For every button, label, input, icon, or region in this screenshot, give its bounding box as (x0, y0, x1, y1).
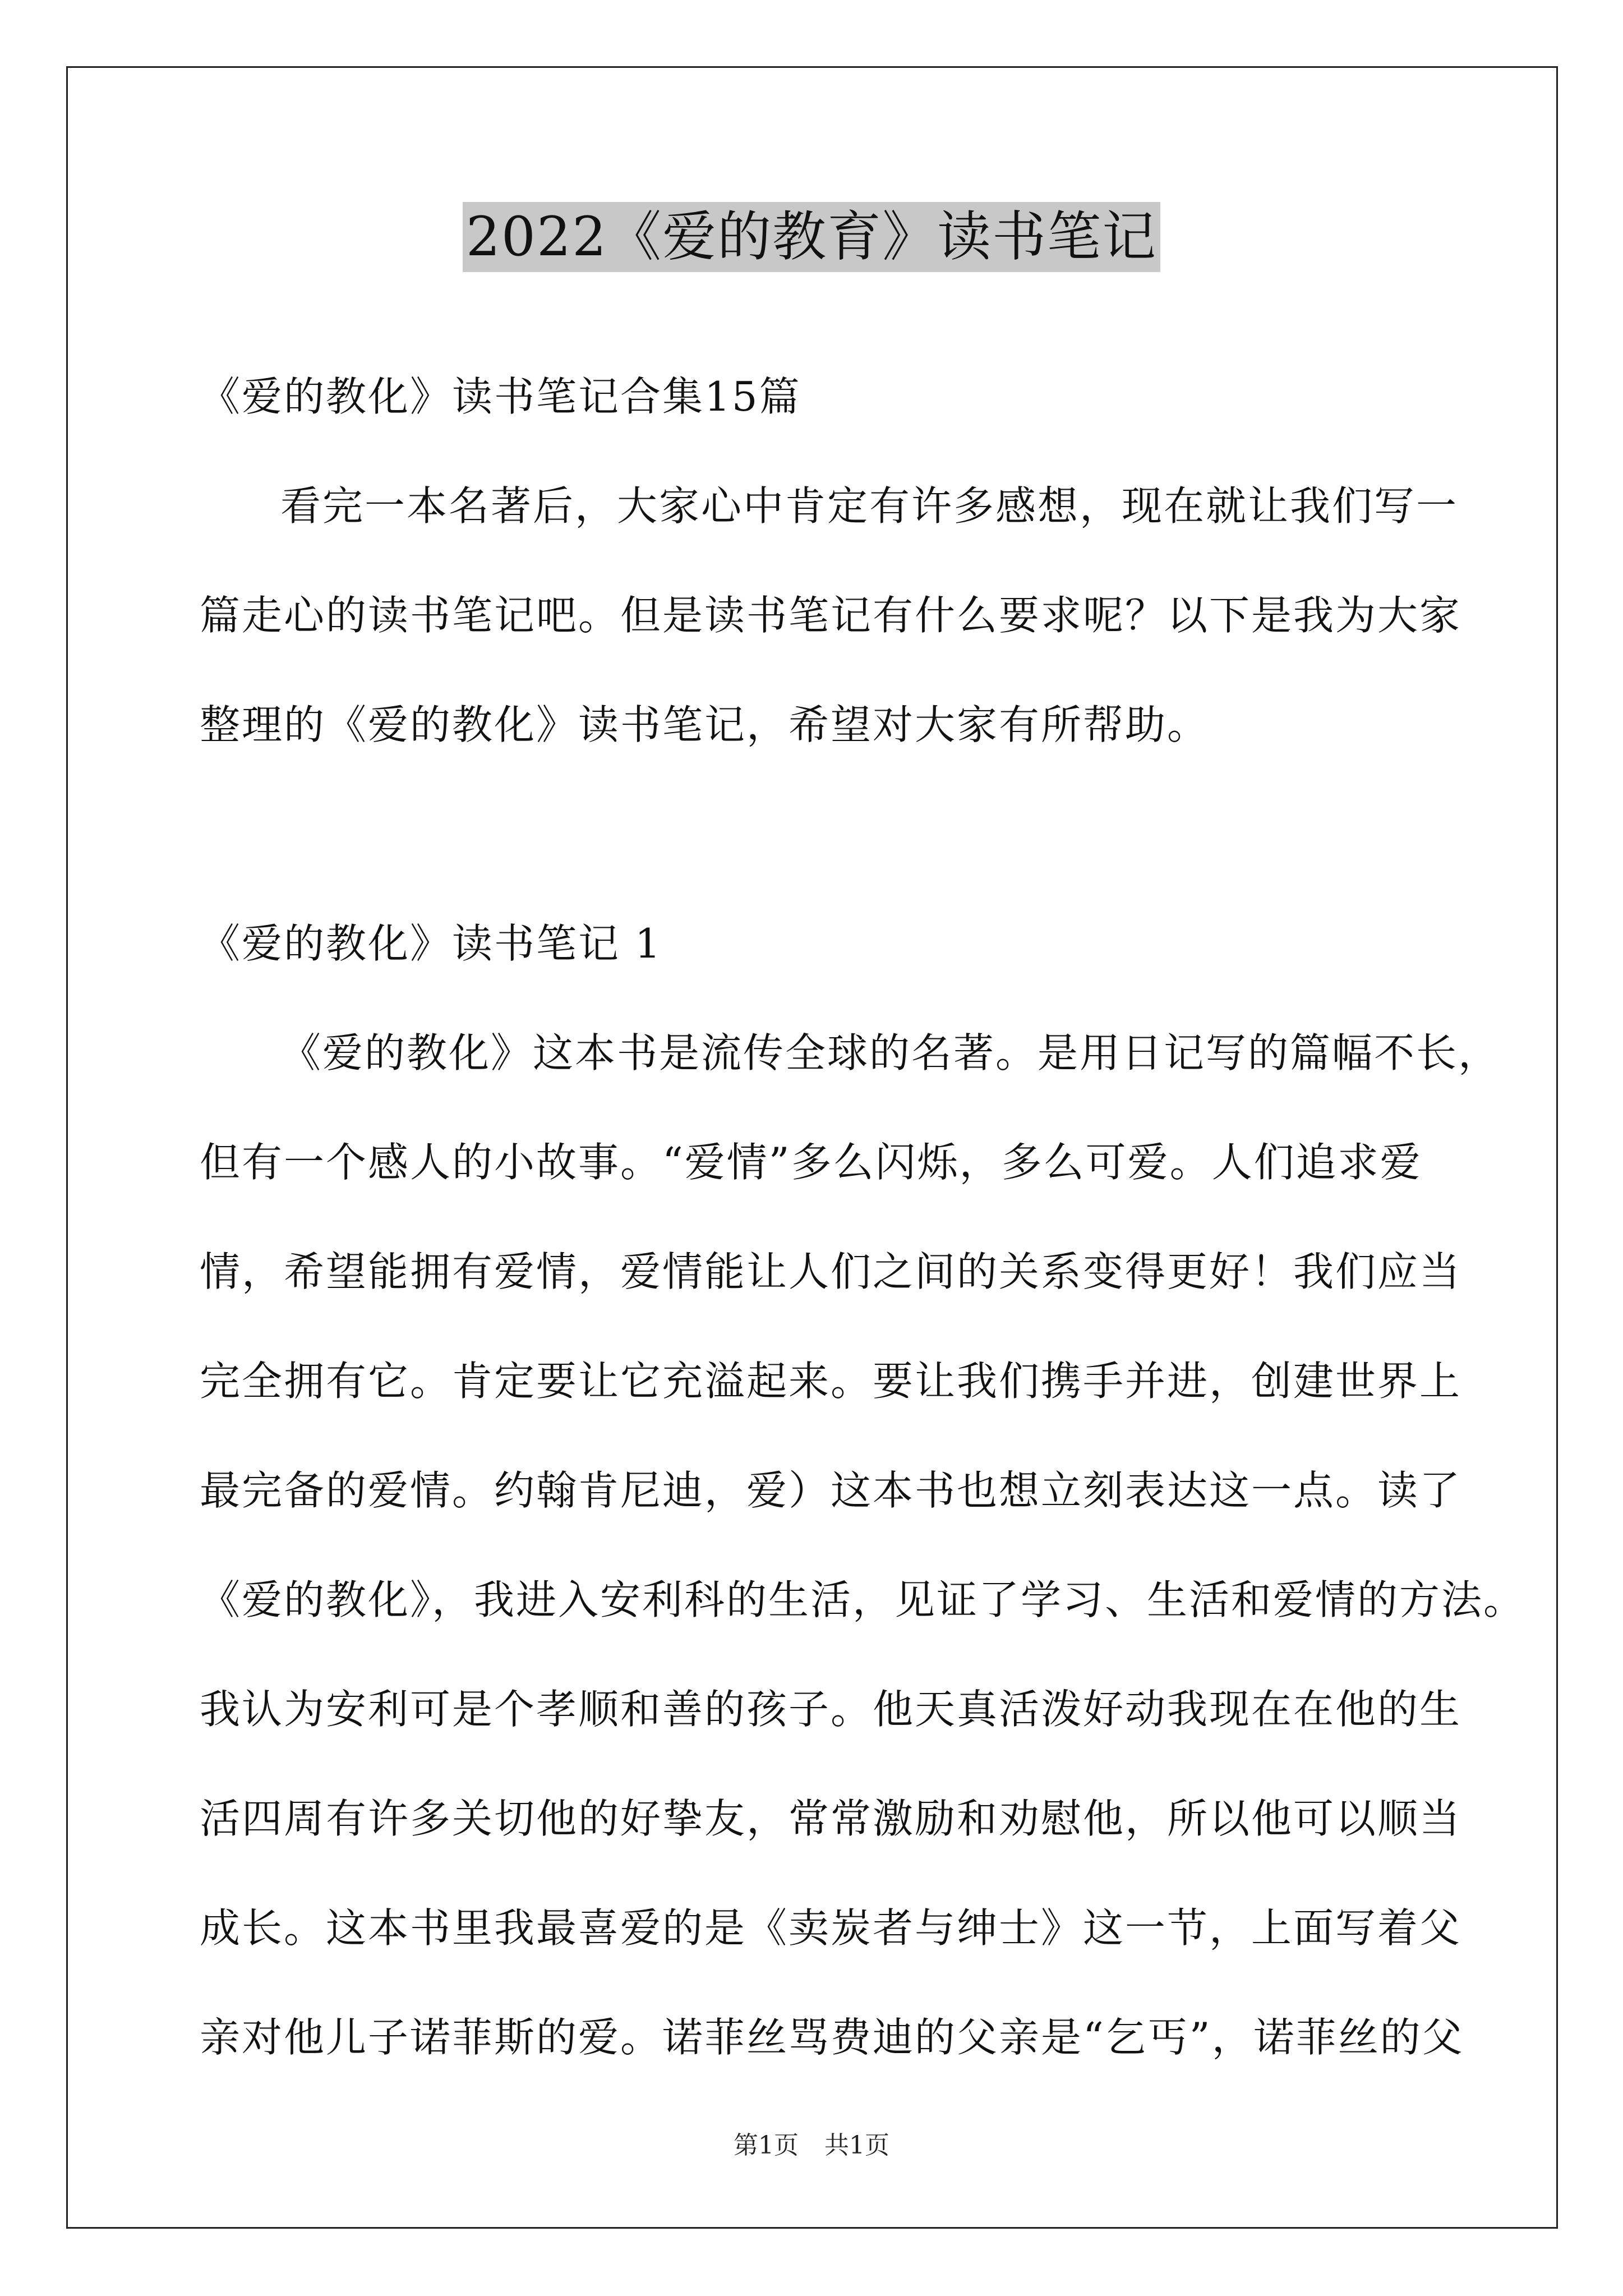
paragraph-gap (200, 780, 1439, 889)
document-body (200, 342, 1526, 2092)
page-number-current: 第1页 (734, 2131, 799, 2160)
intro-line: 整理的《爱的教化》读书笔记，希望对大家有所帮助。 (200, 701, 1210, 748)
body-line: 情，希望能拥有爱情，爱情能让人们之间的关系变得更好！我们应当 (200, 1248, 1462, 1295)
body-line: 完全拥有它。肯定要让它充溢起来。要让我们携手并进，创建世界上 (200, 1358, 1462, 1405)
page-number-total: 共1页 (824, 2131, 889, 2160)
page-footer (0, 2129, 1623, 2162)
body-line: 成长。这本书里我最喜爱的是《卖炭者与绅士》这一节，上面写着父 (200, 1904, 1462, 1952)
body-line: 最完备的爱情。约翰肯尼迪，爱）这本书也想立刻表达这一点。读了 (200, 1467, 1462, 1514)
body-line: 亲对他儿子诺菲斯的爱。诺菲丝骂费迪的父亲是“乞丐”，诺菲丝的父 (200, 2014, 1464, 2061)
intro-line: 看完一本名著后，大家心中肯定有许多感想，现在就让我们写一 (280, 482, 1459, 530)
body-line: 但有一个感人的小故事。“爱情”多么闪烁，多么可爱。人们追求爱 (200, 1139, 1422, 1186)
document-title: 2022《爱的教育》读书笔记 (463, 202, 1160, 272)
body-line: 我认为安利可是个孝顺和善的孩子。他天真活泼好动我现在在他的生 (200, 1686, 1462, 1733)
body-line: 活四周有许多关切他的好挚友，常常激励和劝慰他，所以他可以顺当 (200, 1795, 1462, 1842)
subtitle: 《爱的教化》读书笔记合集15篇 (200, 373, 801, 420)
body-line: 《爱的教化》，我进入安利科的生活，见证了学习、生活和爱情的方法。 (200, 1576, 1526, 1623)
section-heading: 《爱的教化》读书笔记 1 (200, 920, 662, 967)
intro-line: 篇走心的读书笔记吧。但是读书笔记有什么要求呢？以下是我为大家 (200, 592, 1462, 639)
title-container (0, 202, 1623, 272)
body-line: 《爱的教化》这本书是流传全球的名著。是用日记写的篇幅不长， (280, 1029, 1501, 1076)
